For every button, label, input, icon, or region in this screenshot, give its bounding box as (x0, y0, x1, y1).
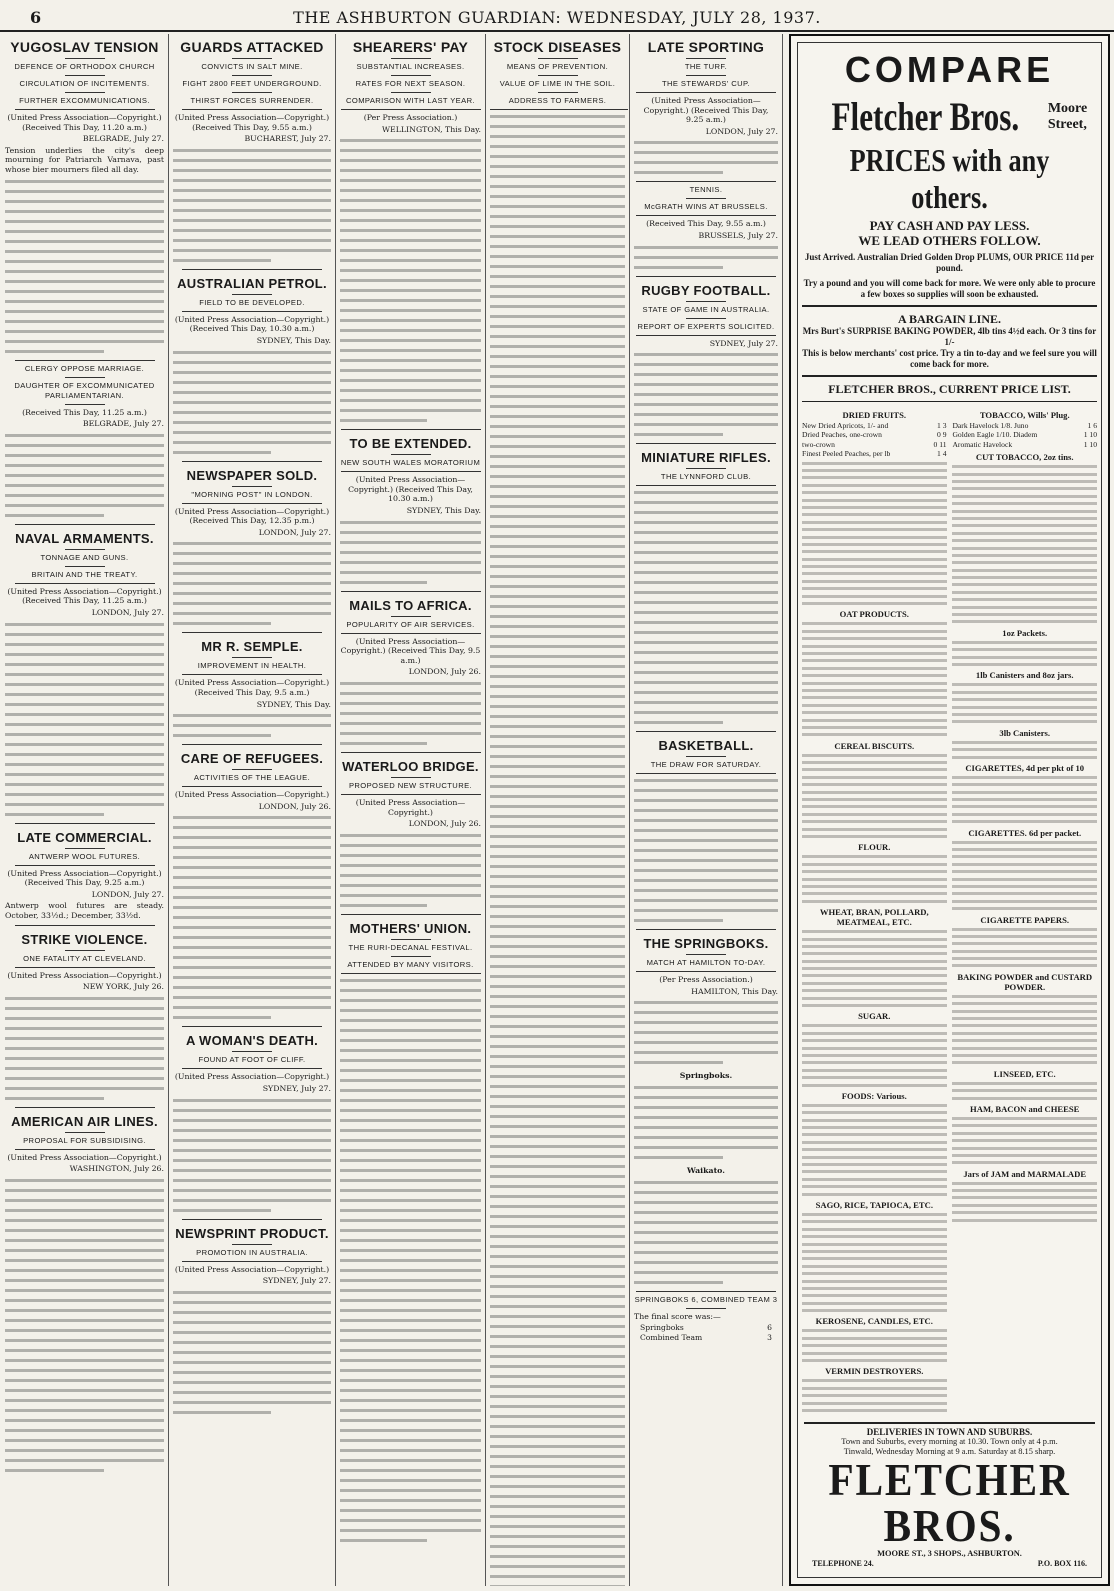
column-3 (337, 34, 484, 1586)
column-2 (170, 34, 334, 1586)
subhead: MATCH AT HAMILTON TO-DAY. (646, 958, 766, 968)
headline: GUARDS ATTACKED (180, 39, 324, 55)
article-strike-violence (5, 932, 164, 1101)
dateline: LONDON, July 27. (258, 527, 331, 537)
score-points: 3 (767, 1333, 772, 1343)
subhead: COMPARISON WITH LAST YEAR. (346, 96, 475, 105)
subhead: FIGHT 2800 FEET UNDERGROUND. (182, 79, 322, 88)
article-text-lines (634, 779, 778, 923)
headline: STRIKE VIOLENCE. (21, 931, 148, 947)
article-tennis (634, 185, 778, 269)
credit-line: (Per Press Association.) (363, 113, 458, 122)
price-group-heading: LINSEED, ETC. (993, 1068, 1056, 1079)
article-text-lines (173, 149, 331, 263)
subhead: PROPOSAL FOR SUBSIDISING. (23, 1135, 146, 1145)
price-group-heading: WHEAT, BRAN, POLLARD, MEATMEAL, ETC. (819, 907, 929, 928)
subhead: MEANS OF PREVENTION. (506, 62, 609, 71)
article-text-lines (5, 180, 164, 354)
dateline: WASHINGTON, July 26. (69, 1164, 164, 1174)
headline: MR R. SEMPLE. (201, 639, 303, 655)
headline: SHEARERS' PAY (352, 39, 469, 55)
subhead: PROPOSED NEW STRUCTURE. (348, 780, 473, 790)
article-text-lines (173, 351, 331, 455)
subhead: CLERGY OPPOSE MARRIAGE. (24, 363, 145, 373)
footer-address: MOORE ST., 3 SHOPS., ASHBURTON. (877, 1549, 1022, 1558)
ad-prices-line: PRICES with any others. (849, 142, 1050, 215)
headline: RUGBY FOOTBALL. (641, 282, 771, 298)
article-miniature-rifles (634, 450, 778, 725)
article-mr-semple (173, 639, 331, 738)
subhead: THE LYNNFORD CLUB. (660, 472, 752, 482)
credit-line: (Per Press Association.) (659, 975, 753, 985)
fletcher-bros-advertisement (789, 34, 1110, 1586)
article-text-lines (5, 997, 164, 1101)
article-text-lines (173, 1099, 331, 1213)
article-text-lines (490, 115, 625, 1586)
headline: BASKETBALL. (658, 738, 754, 754)
subhead: IMPROVEMENT IN HEALTH. (197, 661, 307, 671)
subhead: DEFENCE OF ORTHODOX CHURCH (14, 62, 155, 71)
headline: WATERLOO BRIDGE. (342, 758, 479, 774)
ad-brand-name: Fletcher Bros. (831, 94, 1020, 139)
dateline: BRUSSELS, July 27. (698, 230, 778, 240)
headline: NAVAL ARMAMENTS. (15, 530, 154, 546)
ad-bargain-title: A BARGAIN LINE. (897, 312, 1002, 326)
column-divider (782, 34, 783, 1586)
headline: LATE SPORTING (647, 39, 765, 55)
ad-compare-title: COMPARE (844, 49, 1055, 90)
dateline: SYDNEY, July 27. (262, 1083, 331, 1093)
article-newspaper-sold (173, 468, 331, 627)
team-label-waikato: Waikato. (687, 1165, 725, 1175)
dateline: LONDON, July 26. (408, 819, 481, 829)
article-shearers-pay (340, 40, 481, 423)
article-american-air-lines (5, 1114, 164, 1473)
credit-line: (United Press Association—Copyright.) (Received This Day, 9.25 a.m.) (643, 96, 769, 125)
headline: LATE COMMERCIAL. (17, 829, 152, 845)
credit-line: (United Press Association—Copyright.) (174, 1264, 330, 1274)
credit-line: (United Press Association—Copyright.) (Received This Day, 10.30 a.m.) (174, 314, 330, 334)
article-text-lines (634, 246, 778, 270)
article-yugoslav-tension (5, 40, 164, 354)
credit-line: (United Press Association—Copyright.) (Received This Day, 11.20 a.m.) (7, 113, 162, 132)
article-text-lines (634, 353, 778, 437)
footer-po-box: P.O. BOX 116. (1037, 1559, 1087, 1568)
delivery-line: Tinwald, Wednesday Morning at 9 a.m. Saturday at 8.15 sharp. (843, 1447, 1056, 1456)
price-group-heading: TOBACCO, Wills' Plug. (979, 410, 1070, 420)
page-number: 6 (30, 8, 42, 27)
price-group-heading: Jars of JAM and MARMALADE (963, 1168, 1087, 1179)
credit-line: (Received This Day, 9.55 a.m.) (646, 219, 766, 229)
price-line: two-crown 0 11 (802, 439, 947, 449)
headline: CARE OF REFUGEES. (180, 751, 324, 767)
headline: AMERICAN AIR LINES. (11, 1113, 158, 1129)
credit-line: (United Press Association—Copyright.) (Received This Day, 9.55 a.m.) (174, 113, 330, 132)
subhead: "MORNING POST" IN LONDON. (191, 489, 313, 499)
footer-telephone: TELEPHONE 24. (812, 1559, 874, 1568)
headline: YUGOSLAV TENSION (10, 39, 159, 55)
column-divider (335, 34, 336, 1586)
subhead: SUBSTANTIAL INCREASES. (356, 62, 465, 71)
price-group-heading: 3lb Canisters. (999, 727, 1051, 738)
dateline: BUCHAREST, July 27. (244, 134, 331, 144)
price-group-heading: CEREAL BISCUITS. (834, 740, 915, 751)
price-group-heading: CIGARETTES, 4d per pkt of 10 (965, 762, 1085, 773)
dateline: SYDNEY, This Day. (256, 335, 331, 345)
price-group-heading: CIGARETTE PAPERS. (980, 914, 1070, 925)
ad-bargain-note: This is below merchants' cost price. Try a tin to-day and we feel sure you will come back for more. (802, 348, 1097, 369)
score-row (640, 1323, 772, 1333)
price-group-heading: 1oz Packets. (1002, 627, 1048, 638)
price-group-heading: VERMIN DESTROYERS. (825, 1366, 924, 1377)
subhead: THE DRAW FOR SATURDAY. (650, 760, 762, 770)
footer-brand: FLETCHER BROS. (828, 1454, 1071, 1551)
delivery-line: Town and Suburbs, every morning at 10.30. Town only at 4 p.m. (841, 1437, 1058, 1446)
article-text-lines (173, 816, 331, 1020)
subhead: CONVICTS IN SALT MINE. (201, 62, 303, 71)
column-1 (2, 34, 167, 1586)
masthead (0, 0, 1114, 30)
subhead: THE STEWARDS' CUP. (662, 79, 750, 88)
article-stock-diseases (490, 40, 625, 1586)
ad-price-list-title: FLETCHER BROS., CURRENT PRICE LIST. (828, 382, 1071, 396)
credit-line: (United Press Association—Copyright.) (7, 1152, 162, 1162)
subhead: CIRCULATION OF INCITEMENTS. (19, 79, 150, 88)
article-australian-petrol (173, 276, 331, 455)
subhead: TONNAGE AND GUNS. (40, 552, 129, 562)
dateline: NEW YORK, July 26. (82, 982, 164, 992)
credit-line: (United Press Association—Copyright.) (Received This Day, 9.5 a.m.) (174, 678, 330, 697)
subhead: PROMOTION IN AUSTRALIA. (196, 1247, 308, 1257)
score-points: 6 (767, 1323, 772, 1333)
article-text-lines (340, 139, 481, 423)
dateline: LONDON, July 27. (705, 126, 778, 136)
price-group-heading: KEROSENE, CANDLES, ETC. (815, 1316, 933, 1327)
dateline: BELGRADE, July 27. (82, 419, 164, 429)
delivery-title: DELIVERIES IN TOWN AND SUBURBS. (866, 1427, 1033, 1437)
subhead: RATES FOR NEXT SEASON. (355, 79, 466, 88)
ad-lead-others: WE LEAD OTHERS FOLLOW. (858, 233, 1041, 248)
ad-bargain-text: Mrs Burt's SURPRISE BAKING POWDER, 4lb tins 4½d each. Or 3 tins for 1/- (802, 326, 1097, 347)
headline: NEWSPRINT PRODUCT. (175, 1225, 329, 1241)
dateline: SYDNEY, July 27. (709, 338, 778, 348)
headline: A WOMAN'S DEATH. (185, 1033, 319, 1049)
credit-line: (United Press Association—Copyright.) (Received This Day, 11.25 a.m.) (7, 586, 162, 606)
dateline: SYDNEY, July 27. (262, 1276, 331, 1286)
headline: MINIATURE RIFLES. (641, 450, 771, 466)
price-group-heading: DRIED FRUITS. (842, 410, 907, 420)
score-team: Combined Team (640, 1333, 703, 1343)
article-waterloo-bridge (340, 759, 481, 908)
price-group-heading: BAKING POWDER and CUSTARD POWDER. (957, 971, 1093, 992)
subhead: NEW SOUTH WALES MORATORIUM (340, 458, 481, 468)
masthead-rule (0, 30, 1114, 32)
subhead: TENNIS. (689, 185, 723, 195)
price-group-heading: FLOUR. (858, 842, 891, 853)
article-late-sporting (634, 40, 778, 175)
credit-line: (United Press Association—Copyright.) (Received This Day, 9.5 a.m.) (340, 636, 481, 665)
headline: NEWSPAPER SOLD. (186, 467, 318, 483)
column-4 (487, 34, 628, 1586)
price-line: Aromatic Havelock 1 10 (952, 439, 1097, 449)
credit-line: (United Press Association—Copyright.) (Received This Day, 10.30 a.m.) (348, 475, 473, 504)
subhead: THIRST FORCES SURRENDER. (190, 96, 314, 105)
column-divider (485, 34, 486, 1586)
dateline: SYDNEY, This Day. (256, 699, 331, 709)
subhead: ANTWERP WOOL FUTURES. (28, 851, 141, 861)
article-basketball (634, 738, 778, 923)
article-text-lines (634, 1181, 778, 1285)
team-label-springboks: Springboks. (679, 1071, 733, 1081)
article-naval-armaments (5, 531, 164, 817)
subhead: POPULARITY OF AIR SERVICES. (346, 619, 475, 629)
headline: THE SPRINGBOKS. (643, 936, 769, 952)
article-text-lines (634, 491, 778, 725)
subhead: ADDRESS TO FARMERS. (508, 96, 607, 105)
dateline: BELGRADE, July 27. (82, 134, 164, 144)
price-group-heading: FOODS: Various. (841, 1090, 907, 1101)
newspaper-title: THE ASHBURTON GUARDIAN: WEDNESDAY, JULY 28, 1937. (293, 8, 821, 27)
article-lead: The final score was:— (634, 1311, 721, 1321)
ad-price-list (798, 407, 1101, 1416)
price-line: Finest Peeled Peaches, per lb 1 4 (802, 449, 947, 459)
price-line: Dark Havelock 1/8. Juno 1 6 (952, 421, 1097, 430)
subhead: STATE OF GAME IN AUSTRALIA. (642, 304, 770, 314)
subhead: SPRINGBOKS 6, COMBINED TEAM 3 (634, 1294, 778, 1304)
subhead: FURTHER EXCOMMUNICATIONS. (19, 96, 150, 105)
article-text-lines (340, 979, 481, 1543)
dateline: LONDON, July 27. (91, 607, 164, 617)
article-text-lines (340, 834, 481, 908)
credit-line: (United Press Association—Copyright.) (Received This Day, 9.25 a.m.) (7, 868, 162, 888)
subhead: THE RURI-DECANAL FESTIVAL. (348, 942, 473, 952)
article-text-lines (634, 1001, 778, 1065)
dateline: SYDNEY, This Day. (406, 505, 481, 515)
price-group-heading: CIGARETTES. 6d per packet. (968, 827, 1082, 838)
price-group-heading: CUT TOBACCO, 2oz tins. (975, 452, 1074, 463)
headline: MAILS TO AFRICA. (349, 597, 472, 613)
article-guards-attacked (173, 40, 331, 263)
article-rugby-football (634, 283, 778, 438)
score-team: Springboks (640, 1323, 684, 1333)
credit-line: (United Press Association—Copyright.) (7, 970, 162, 980)
subhead: THE TURF. (684, 62, 728, 71)
price-line: Dried Peaches, one-crown 0 9 (802, 430, 947, 440)
article-text-lines (634, 1086, 778, 1160)
ad-try-pound: Try a pound and you will come back for more. We were only able to procure a few boxes so supplies will soon be exhausted. (803, 278, 1096, 299)
price-list-right-column (952, 407, 1097, 1416)
article-newsprint-product (173, 1226, 331, 1415)
article-lead: Tension underlies the city's deep mourning for Patriarch Varnava, past whose bier mourners filed all day. (5, 145, 164, 174)
price-group-heading: SUGAR. (858, 1011, 891, 1022)
credit-line: (United Press Association—Copyright.) (174, 1072, 330, 1082)
article-the-springboks (634, 936, 778, 1284)
subhead: REPORT OF EXPERTS SOLICITED. (637, 321, 775, 331)
dateline: WELLINGTON, This Day. (381, 124, 481, 134)
article-womans-death (173, 1033, 331, 1212)
article-to-be-extended (340, 436, 481, 584)
price-group-heading: HAM, BACON and CHEESE (970, 1103, 1080, 1114)
price-line: New Dried Apricots, 1/- and 1 3 (802, 421, 947, 430)
credit-line: (United Press Association—Copyright.) (Received This Day, 12.35 p.m.) (174, 506, 330, 526)
ad-just-arrived: Just Arrived. Australian Dried Golden Drop PLUMS, OUR PRICE 11d per pound. (804, 252, 1095, 273)
article-text-lines (173, 542, 331, 626)
subhead: McGRATH WINS AT BRUSSELS. (644, 202, 768, 212)
price-group-heading: SAGO, RICE, TAPIOCA, ETC. (815, 1200, 933, 1210)
article-late-commercial (5, 830, 164, 921)
price-list-left-column (802, 407, 947, 1416)
headline: AUSTRALIAN PETROL. (177, 275, 327, 291)
article-text-lines (173, 714, 331, 738)
article-text-lines (340, 682, 481, 746)
column-divider (629, 34, 630, 1586)
subhead: FOUND AT FOOT OF CLIFF. (198, 1055, 306, 1065)
article-text-lines (173, 1291, 331, 1415)
headline: MOTHERS' UNION. (349, 920, 472, 936)
ad-street: Moore Street, (1047, 100, 1088, 132)
headline: STOCK DISEASES (493, 39, 622, 55)
headline: TO BE EXTENDED. (349, 436, 472, 452)
price-group-heading: OAT PRODUCTS. (839, 609, 909, 620)
article-text-lines (5, 1179, 164, 1473)
article-clergy-marriage (5, 364, 164, 518)
article-mails-to-africa (340, 598, 481, 746)
score-row (640, 1333, 772, 1343)
article-lead: Antwerp wool futures are steady. October, 33½d.; December, 33½d. (5, 901, 164, 920)
article-text-lines (5, 623, 164, 817)
credit-line: (United Press Association—Copyright.) (174, 790, 330, 800)
subhead: ONE FATALITY AT CLEVELAND. (23, 953, 146, 963)
article-text-lines (340, 521, 481, 585)
price-group-heading: 1lb Canisters and 8oz jars. (975, 670, 1074, 681)
column-5 (631, 34, 781, 1586)
article-final-score (634, 1295, 778, 1344)
subhead: DAUGHTER OF EXCOMMUNICATED PARLIAMENTARIAN. (14, 380, 155, 400)
column-divider (168, 34, 169, 1586)
article-mothers-union (340, 921, 481, 1543)
subhead: ACTIVITIES OF THE LEAGUE. (193, 773, 311, 783)
dateline: LONDON, July 26. (258, 801, 331, 811)
subhead: ATTENDED BY MANY VISITORS. (347, 959, 474, 969)
credit-line: (Received This Day, 11.25 a.m.) (22, 407, 147, 417)
dateline: LONDON, July 26. (408, 667, 481, 677)
dateline: LONDON, July 27. (91, 889, 164, 899)
dateline: HAMILTON, This Day. (691, 986, 778, 996)
subhead: VALUE OF LIME IN THE SOIL. (499, 79, 616, 88)
subhead: FIELD TO BE DEVELOPED. (199, 297, 305, 307)
credit-line: (United Press Association—Copyright.) (355, 797, 466, 817)
ad-pay-cash: PAY CASH AND PAY LESS. (869, 218, 1030, 233)
price-line: Golden Eagle 1/10. Diadem 1 10 (952, 430, 1097, 440)
subhead: BRITAIN AND THE TREATY. (31, 569, 138, 579)
article-care-of-refugees (173, 751, 331, 1020)
article-text-lines (634, 141, 778, 175)
ad-delivery-footer (804, 1422, 1095, 1571)
article-text-lines (5, 434, 164, 518)
